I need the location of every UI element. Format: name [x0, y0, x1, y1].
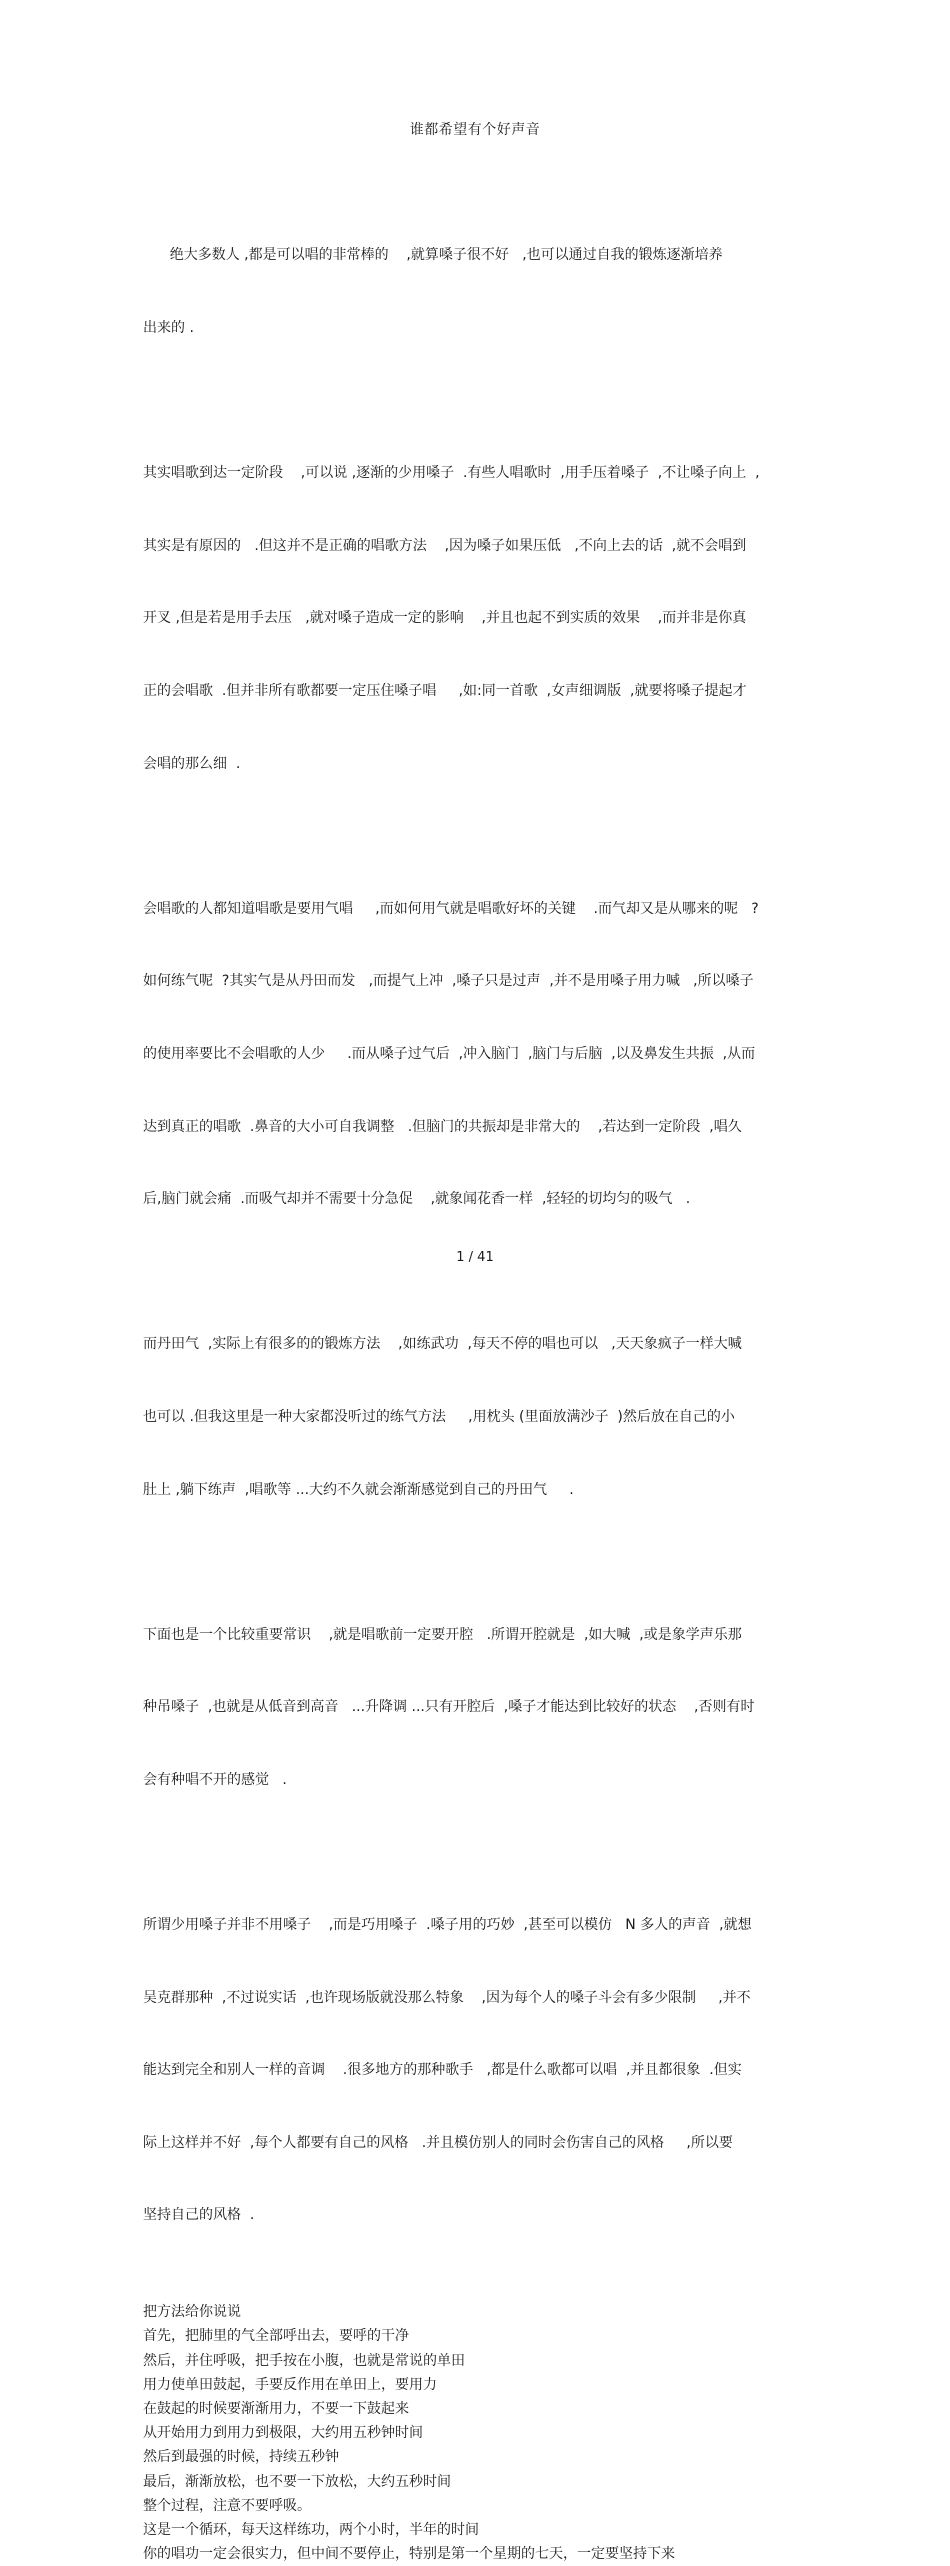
text-line: 吴克群那种 ,不过说实话 ,也许现场版就没那么特象 ,因为每个人的嗓子斗会有多少限制 ,并不 [143, 1989, 751, 2006]
document-body [143, 195, 823, 2566]
text-line: 正的会唱歌 .但并非所有歌都要一定压住嗓子唱 ,如:同一首歌 ,女声细调版 ,就要将嗓子提起才 [143, 682, 747, 699]
step-line: 整个过程，注意不要呼吸。 [143, 2497, 311, 2514]
paragraph-5 [143, 1574, 823, 1840]
text-line: 所谓少用嗓子并非不用嗓子 ,而是巧用嗓子 .嗓子用的巧妙 ,甚至可以模仿 N 多人的声音 ,就想 [143, 1917, 752, 1934]
step-line: 然后到最强的时候，持续五秒钟 [143, 2449, 339, 2466]
text-line: 下面也是一个比较重要常识 ,就是唱歌前一定要开腔 .所谓开腔就是 ,如大喊 ,或是象学声乐那 [143, 1626, 742, 1643]
text-line: 后,脑门就会痛 .而吸气却并不需要十分急促 ,就象闻花香一样 ,轻轻的切均匀的吸气 . [143, 1191, 691, 1208]
step-line: 首先，把肺里的气全部呼出去，要呼的干净 [143, 2328, 409, 2345]
text-line: 能达到完全和别人一样的音调 .很多地方的那种歌手 ,都是什么歌都可以唱 ,并且都很象 .但实 [143, 2062, 742, 2079]
document-title: 谁都希望有个好声音 [409, 122, 541, 138]
step-line: 然后，并住呼吸，把手按在小腹，也就是常说的单田 [143, 2352, 465, 2369]
text-line: 绝大多数人 ,都是可以唱的非常棒的 ,就算嗓子很不好 ,也可以通过自我的锻炼逐渐培养 [143, 247, 723, 264]
paragraph-4 [143, 1284, 823, 1550]
text-line: 肚上 ,躺下练声 ,唱歌等 ...大约不久就会渐渐感觉到自己的丹田气 . [143, 1481, 574, 1498]
step-line: 你的唱功一定会很实力，但中间不要停止，特别是第一个星期的七天，一定要坚持下来 [143, 2546, 675, 2563]
text-line: 的使用率要比不会唱歌的人少 .而从嗓子过气后 ,冲入脑门 ,脑门与后脑 ,以及鼻发生共振 ,从而 [143, 1045, 756, 1062]
text-line: 会有种唱不开的感觉 . [143, 1771, 287, 1788]
step-line: 最后，渐渐放松，也不要一下放松，大约五秒时间 [143, 2473, 451, 2490]
text-line: 出来的 . [143, 320, 194, 336]
text-line: 也可以 .但我这里是一种大家都没听过的练气方法 ,用枕头 (里面放满沙子 )然后放在自己的小 [143, 1408, 735, 1425]
text-line: 会唱歌的人都知道唱歌是要用气唱 ,而如何用气就是唱歌好坏的关键 .而气却又是从哪来的呢 ? [143, 900, 759, 917]
text-line: 其实唱歌到达一定阶段 ,可以说 ,逐渐的少用嗓子 .有些人唱歌时 ,用手压着嗓子 ,不让嗓子向上 , [143, 465, 760, 482]
text-line: 其实是有原因的 .但这并不是正确的唱歌方法 ,因为嗓子如果压低 ,不向上去的话 ,就不会唱到 [143, 537, 747, 554]
text-line: 种吊嗓子 ,也就是从低音到高音 ...升降调 ...只有开腔后 ,嗓子才能达到比较好的状态 ,否则有时 [143, 1699, 755, 1716]
text-line: 如何练气呢 ?其实气是从丹田而发 ,而提气上冲 ,嗓子只是过声 ,并不是用嗓子用力喊 ,所以嗓子 [143, 973, 754, 990]
step-line: 在鼓起的时候要渐渐用力，不要一下鼓起来 [143, 2400, 409, 2417]
page-number: 1 / 41 [456, 1250, 494, 1265]
paragraph-1 [143, 195, 823, 389]
text-line: 际上这样并不好 ,每个人都要有自己的风格 .并且模仿别人的同时会伤害自己的风格 ,所以要 [143, 2134, 733, 2151]
paragraph-2 [143, 413, 823, 824]
text-line: 而丹田气 ,实际上有很多的的锻炼方法 ,如练武功 ,每天不停的唱也可以 ,天天象疯子一样大喊 [143, 1336, 742, 1353]
paragraph-6 [143, 1865, 823, 2276]
text-line: 会唱的那么细 . [143, 755, 241, 772]
step-heading: 把方法给你说说 [143, 2304, 241, 2321]
step-line: 用力使单田鼓起，手要反作用在单田上，要用力 [143, 2376, 437, 2393]
method-steps [143, 2300, 823, 2566]
text-line: 坚持自己的风格 . [143, 2207, 255, 2224]
paragraph-3 [143, 848, 823, 1259]
text-line: 达到真正的唱歌 .鼻音的大小可自我调整 .但脑门的共振却是非常大的 ,若达到一定阶段 ,唱久 [143, 1118, 742, 1135]
step-line: 这是一个循环，每天这样练功，两个小时，半年的时间 [143, 2521, 479, 2538]
step-line: 从开始用力到用力到极限，大约用五秒钟时间 [143, 2425, 423, 2442]
text-line: 开叉 ,但是若是用手去压 ,就对嗓子造成一定的影响 ,并且也起不到实质的效果 ,而并非是你真 [143, 610, 747, 627]
